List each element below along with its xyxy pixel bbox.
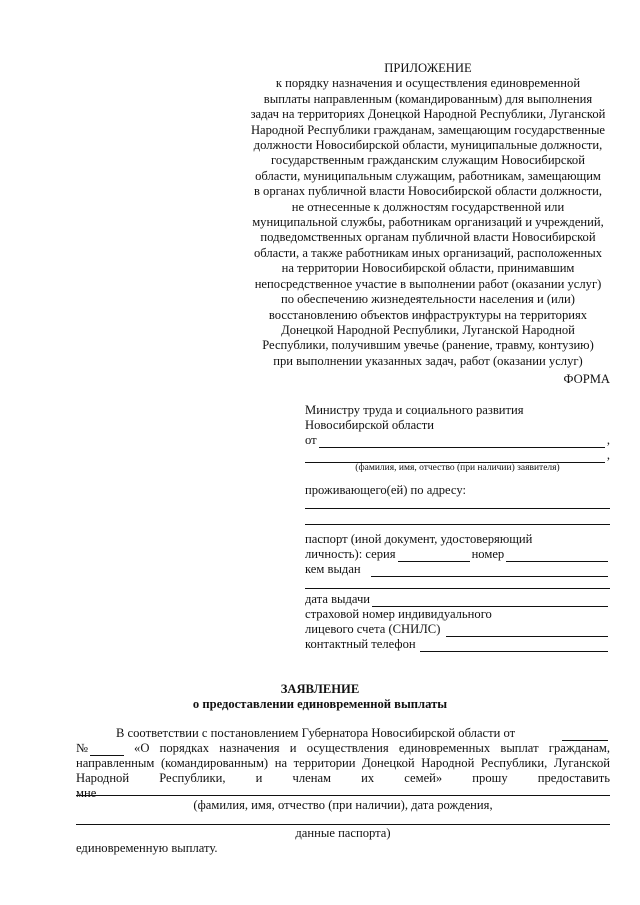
appendix-line: должности Новосибирской области, муниципальные должности, xyxy=(253,138,603,153)
statement-p3: направленным (командированным) на территории Донецкой Народной Республики, Луганской xyxy=(76,756,610,770)
appendix-title: ПРИЛОЖЕНИЕ xyxy=(384,61,472,75)
appendix-line: выплаты направленным (командированным) для выполнения xyxy=(263,91,593,106)
from-label: от xyxy=(305,433,317,447)
applicant-data-field-2[interactable] xyxy=(76,812,610,825)
appendix-line: подведомственных органам публичной власти Новосибирской xyxy=(260,230,596,245)
address-field-1[interactable] xyxy=(305,496,610,509)
snils-field[interactable] xyxy=(446,624,608,637)
number-field[interactable] xyxy=(506,549,608,562)
from-field-2[interactable] xyxy=(305,450,605,463)
issued-row xyxy=(305,562,610,577)
form-label: ФОРМА xyxy=(563,372,610,386)
issue-date-field[interactable] xyxy=(372,594,608,607)
series-field[interactable] xyxy=(398,549,470,562)
statement-p4: Народной Республики, и членам их семей» прошу предоставить мне xyxy=(76,771,610,800)
statement-last-line: единовременную выплату. xyxy=(76,841,218,855)
appendix-line: области, а также работникам иных организаций, расположенных xyxy=(253,245,603,260)
appendix-line: Народной Республики гражданам, замещающим государственные xyxy=(250,122,606,137)
appendix-line: при выполнении указанных задач, работ (оказании услуг) xyxy=(273,353,583,368)
applicant-data-caption-1: (фамилия, имя, отчество (при наличии), дата рождения, xyxy=(193,798,493,812)
appendix-text xyxy=(228,76,628,369)
appendix-line: непосредственное участие в выполнении работ (оказании услуг) xyxy=(254,276,602,291)
statement-p1-wrap xyxy=(116,726,556,741)
series-label: личность): серия xyxy=(305,547,396,561)
statement-line-2 xyxy=(76,741,610,756)
statement-line-1 xyxy=(76,726,610,741)
statement-p2: «О порядках назначения и осуществления единовременных выплат гражданам, xyxy=(134,741,610,755)
appendix-line: в органах публичной власти Новосибирской области должности, xyxy=(253,184,603,199)
statement-title: ЗАЯВЛЕНИЕ xyxy=(280,682,360,696)
appendix-line: по обеспечению жизнедеятельности населения и (или) xyxy=(280,292,575,307)
appendix-line: задач на территориях Донецкой Народной Республики, Луганской xyxy=(250,107,606,122)
address-field-2[interactable] xyxy=(305,512,610,525)
from-row xyxy=(305,433,610,448)
decree-number-field[interactable] xyxy=(90,743,124,756)
from-row-2 xyxy=(305,448,610,463)
snils-line-1: страховой номер индивидуального xyxy=(305,607,492,621)
phone-row xyxy=(305,637,610,652)
appendix-header xyxy=(228,61,628,369)
issued-by-field-2[interactable] xyxy=(305,576,610,589)
applicant-caption: (фамилия, имя, отчество (при наличии) заявителя) xyxy=(355,463,560,473)
appendix-line: на территории Новосибирской области, принимавшим xyxy=(281,261,575,276)
from-comma-2: , xyxy=(606,448,610,462)
addressee-line-1: Министру труда и социального развития xyxy=(305,403,524,417)
issued-by-label: кем выдан xyxy=(305,562,361,576)
phone-label: контактный телефон xyxy=(305,637,416,651)
addressee-line-2: Новосибирской области xyxy=(305,418,434,432)
passport-line-1: паспорт (иной документ, удостоверяющий xyxy=(305,532,533,546)
statement-p1: В соответствии с постановлением Губернатора Новосибирской области от xyxy=(116,726,516,740)
number-sign: № xyxy=(76,741,89,755)
phone-field[interactable] xyxy=(420,639,608,652)
issue-date-row xyxy=(305,592,610,607)
snils-row xyxy=(305,622,610,637)
appendix-line: не отнесенные к должностям государственной или xyxy=(291,199,565,214)
decree-date-field[interactable] xyxy=(562,728,608,741)
residing-label: проживающего(ей) по адресу: xyxy=(305,483,466,497)
applicant-data-caption-2: данные паспорта) xyxy=(295,826,391,840)
snils-label: лицевого счета (СНИЛС) xyxy=(305,622,441,636)
number-label: номер xyxy=(471,547,505,561)
applicant-data-field-1[interactable] xyxy=(76,783,610,796)
from-field[interactable] xyxy=(319,435,605,448)
appendix-line: Республики, получившим увечье (ранение, травму, контузию) xyxy=(262,338,594,353)
appendix-line: Донецкой Народной Республики, Луганской Народной xyxy=(281,322,575,337)
appendix-line: области, муниципальным служащим, работникам, замещающим xyxy=(255,168,601,183)
appendix-line: восстановлению объектов инфраструктуры на территориях xyxy=(268,307,588,322)
appendix-line: государственным гражданским служащим Новосибирской xyxy=(271,153,585,168)
issue-date-label: дата выдачи xyxy=(305,592,371,606)
statement-subtitle: о предоставлении единовременной выплаты xyxy=(192,697,448,711)
appendix-line: к порядку назначения и осуществления единовременной xyxy=(275,76,581,91)
appendix-line: муниципальной службы, работникам организаций и учреждений, xyxy=(252,215,604,230)
from-comma: , xyxy=(606,433,610,447)
passport-row xyxy=(305,547,610,562)
